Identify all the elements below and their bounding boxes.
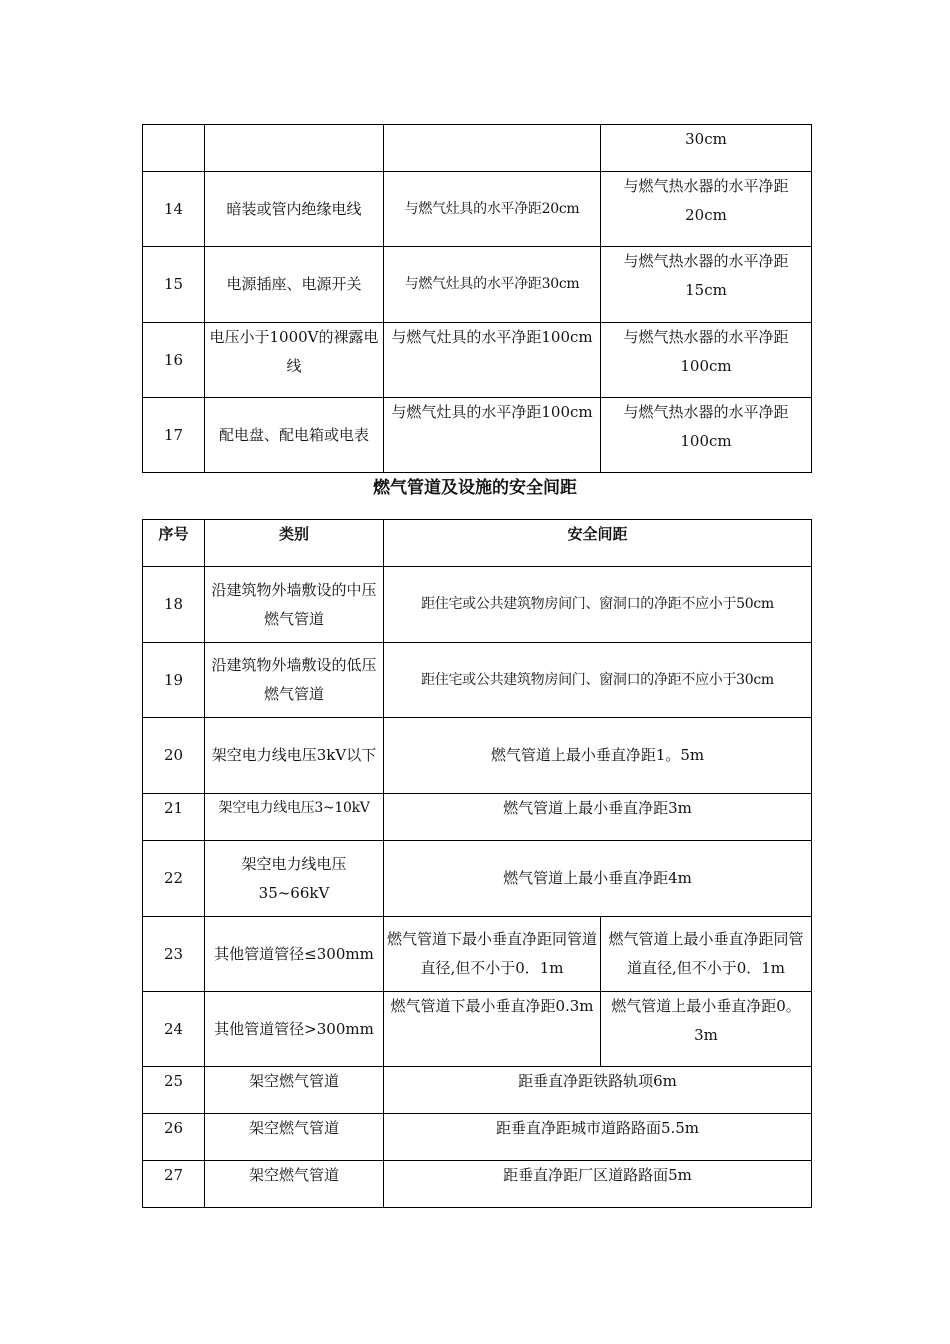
- gas-pipe-clearance-table: [142, 519, 812, 1208]
- row-number: 27: [143, 1161, 205, 1208]
- row-distance-above: 燃气管道上最小垂直净距0。3m: [601, 992, 812, 1067]
- row-number: 19: [143, 643, 205, 718]
- table-row: [143, 992, 812, 1067]
- stove-distance: 与燃气灶具的水平净距30cm: [384, 247, 601, 323]
- row-number: 26: [143, 1114, 205, 1161]
- table-row: [143, 841, 812, 917]
- row-number: 23: [143, 917, 205, 992]
- row-number: [143, 125, 205, 172]
- table-row: [143, 323, 812, 398]
- row-type: 电源插座、电源开关: [205, 247, 384, 323]
- row-number: 24: [143, 992, 205, 1067]
- stove-distance: 与燃气灶具的水平净距100cm: [384, 398, 601, 473]
- table-row: [143, 1161, 812, 1208]
- row-type: 架空燃气管道: [205, 1161, 384, 1208]
- row-distance-above: 燃气管道上最小垂直净距同管道直径,但不小于0．1m: [601, 917, 812, 992]
- row-distance: 燃气管道上最小垂直净距1。5m: [384, 718, 812, 794]
- table-row: [143, 247, 812, 323]
- row-distance: 燃气管道上最小垂直净距3m: [384, 794, 812, 841]
- electrical-clearance-table: [142, 124, 812, 473]
- stove-distance: 与燃气灶具的水平净距100cm: [384, 323, 601, 398]
- heater-distance: 与燃气热水器的水平净距20cm: [601, 172, 812, 247]
- table-row: [143, 794, 812, 841]
- table-header-row: [143, 520, 812, 567]
- row-distance: 距住宅或公共建筑物房间门、窗洞口的净距不应小于50cm: [384, 567, 812, 643]
- row-type: 暗装或管内绝缘电线: [205, 172, 384, 247]
- table-row: [143, 567, 812, 643]
- row-distance: 距垂直净距城市道路路面5.5m: [384, 1114, 812, 1161]
- row-distance: 距垂直净距铁路轨项6m: [384, 1067, 812, 1114]
- row-type: 其他管道管径>300mm: [205, 992, 384, 1067]
- row-type: 其他管道管径≤300mm: [205, 917, 384, 992]
- row-number: 22: [143, 841, 205, 917]
- row-number: 14: [143, 172, 205, 247]
- row-distance-below: 燃气管道下最小垂直净距同管道直径,但不小于0．1m: [384, 917, 601, 992]
- row-number: 15: [143, 247, 205, 323]
- table-row: [143, 1067, 812, 1114]
- row-distance: 距住宅或公共建筑物房间门、窗洞口的净距不应小于30cm: [384, 643, 812, 718]
- row-type: 架空燃气管道: [205, 1067, 384, 1114]
- stove-distance: [384, 125, 601, 172]
- table-row: [143, 643, 812, 718]
- row-type: 沿建筑物外墙敷设的低压燃气管道: [205, 643, 384, 718]
- table-row: [143, 398, 812, 473]
- row-type: 沿建筑物外墙敷设的中压燃气管道: [205, 567, 384, 643]
- header-type: 类别: [205, 520, 384, 567]
- row-number: 25: [143, 1067, 205, 1114]
- heater-distance: 30cm: [601, 125, 812, 172]
- heater-distance: 与燃气热水器的水平净距15cm: [601, 247, 812, 323]
- stove-distance: 与燃气灶具的水平净距20cm: [384, 172, 601, 247]
- row-number: 17: [143, 398, 205, 473]
- table-row: [143, 718, 812, 794]
- row-type: 配电盘、配电箱或电表: [205, 398, 384, 473]
- row-type: 架空燃气管道: [205, 1114, 384, 1161]
- row-distance: 距垂直净距厂区道路路面5m: [384, 1161, 812, 1208]
- row-type: 架空电力线电压3~10kV: [205, 794, 384, 841]
- table-row: [143, 1114, 812, 1161]
- row-type: 电压小于1000V的裸露电线: [205, 323, 384, 398]
- row-type: [205, 125, 384, 172]
- row-number: 16: [143, 323, 205, 398]
- section-title: 燃气管道及设施的安全间距: [373, 478, 577, 498]
- header-distance: 安全间距: [384, 520, 812, 567]
- row-type: 架空电力线电压35~66kV: [205, 841, 384, 917]
- row-distance-below: 燃气管道下最小垂直净距0.3m: [384, 992, 601, 1067]
- heater-distance: 与燃气热水器的水平净距100cm: [601, 323, 812, 398]
- row-type: 架空电力线电压3kV以下: [205, 718, 384, 794]
- table-row: [143, 125, 812, 172]
- table-row: [143, 917, 812, 992]
- row-number: 20: [143, 718, 205, 794]
- heater-distance: 与燃气热水器的水平净距100cm: [601, 398, 812, 473]
- row-number: 18: [143, 567, 205, 643]
- row-distance: 燃气管道上最小垂直净距4m: [384, 841, 812, 917]
- row-number: 21: [143, 794, 205, 841]
- table-row: [143, 172, 812, 247]
- header-number: 序号: [143, 520, 205, 567]
